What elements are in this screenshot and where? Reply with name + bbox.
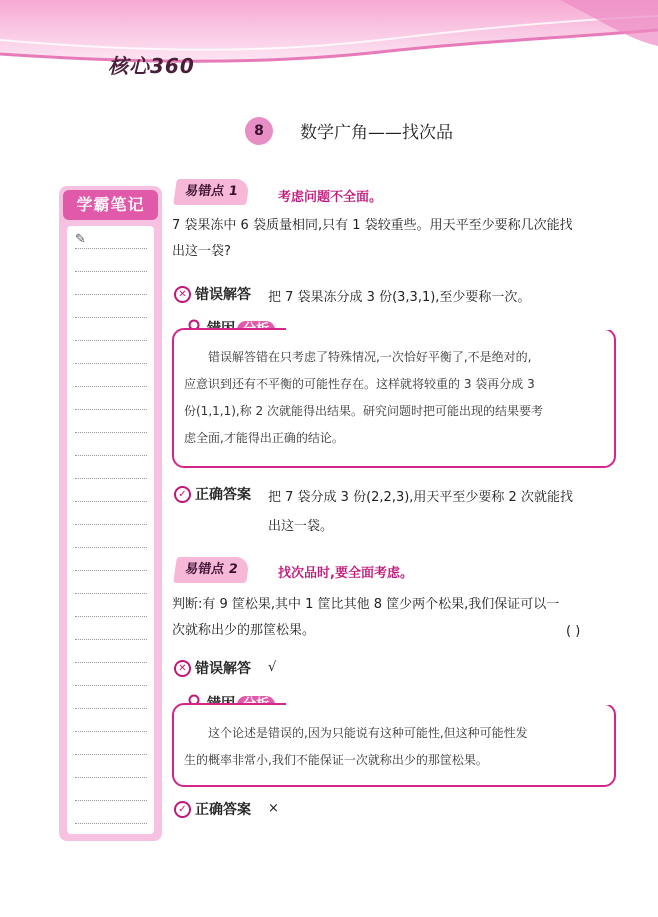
note-line	[75, 294, 147, 295]
analysis-1-line-4: 虑全面,才能得出正确的结论。	[184, 431, 344, 445]
problem-2-line-2: 次就称出少的那筐松果。	[172, 623, 316, 638]
note-line	[75, 248, 147, 249]
problem-1-line-1: 7 袋果冻中 6 袋质量相同,只有 1 袋较重些。用天平至少要称几次能找	[172, 218, 573, 233]
note-line	[75, 340, 147, 341]
note-line	[75, 639, 147, 640]
correct-answer-text-2: ×	[268, 801, 279, 816]
note-line	[75, 708, 147, 709]
analysis-2-line-1: 这个论述是错误的,因为只能说有这种可能性,但这种可能性发	[208, 726, 528, 740]
note-line	[75, 363, 147, 364]
note-line	[75, 409, 147, 410]
analysis-2-line-2: 生的概率非常小,我们不能保证一次就称出少的那筐松果。	[184, 753, 488, 767]
correct-answer-line-1: 把 7 袋分成 3 份(2,2,3),用天平至少要称 2 次就能找	[268, 490, 573, 505]
analysis-1-line-1: 错误解答错在只考虑了特殊情况,一次恰好平衡了,不是绝对的,	[208, 350, 532, 364]
check-mark-icon: ✓	[174, 801, 191, 818]
error-point-description-2: 找次品时,要全面考虑。	[278, 566, 413, 581]
page-header-band	[0, 0, 658, 92]
note-line	[75, 754, 147, 755]
analysis-text-1	[184, 344, 604, 452]
error-point-tag-1: 易错点 1	[173, 179, 249, 205]
note-line	[75, 616, 147, 617]
problem-2-line-1: 判断:有 9 筐松果,其中 1 筐比其他 8 筐少两个松果,我们保证可以一	[172, 597, 560, 612]
note-line	[75, 593, 147, 594]
note-line	[75, 524, 147, 525]
answer-blank: ( )	[566, 624, 581, 639]
note-line	[75, 777, 147, 778]
lesson-number-badge: 8	[245, 117, 273, 145]
pencil-icon: ✎	[75, 232, 86, 247]
wrong-answer-text-1: 把 7 袋果冻分成 3 份(3,3,1),至少要称一次。	[268, 290, 531, 305]
wrong-answer-text-2: √	[268, 660, 277, 675]
note-line	[75, 432, 147, 433]
check-mark-icon: ✓	[174, 486, 191, 503]
problem-2	[172, 592, 622, 644]
note-line	[75, 800, 147, 801]
problem-1-line-2: 出这一袋?	[172, 244, 231, 259]
note-line	[75, 501, 147, 502]
analysis-1-line-3: 份(1,1,1),称 2 次就能得出结果。研究问题时把可能出现的结果要考	[184, 404, 543, 418]
wrong-mark-icon: ✕	[174, 286, 191, 303]
header-wave-graphic	[0, 0, 658, 92]
notes-sidebar	[59, 186, 162, 841]
note-line	[75, 478, 147, 479]
correct-answer-label-2: 正确答案	[195, 802, 251, 818]
note-line	[75, 823, 147, 824]
note-line	[75, 317, 147, 318]
error-point-tag-2: 易错点 2	[173, 557, 249, 583]
notes-writing-area	[67, 226, 154, 834]
notes-title: 学霸笔记	[63, 190, 158, 220]
lesson-title: 数学广角——找次品	[300, 123, 453, 143]
note-line	[75, 685, 147, 686]
correct-answer-label-1: 正确答案	[195, 487, 251, 503]
note-line	[75, 570, 147, 571]
note-line	[75, 386, 147, 387]
problem-1	[172, 213, 622, 265]
brand-logo-text: 核心360	[108, 54, 195, 78]
note-line	[75, 271, 147, 272]
correct-answer-line-2: 出这一袋。	[268, 519, 334, 534]
wrong-mark-icon: ✕	[174, 660, 191, 677]
error-point-description-1: 考虑问题不全面。	[278, 190, 383, 205]
note-line	[75, 662, 147, 663]
wrong-answer-label-1: 错误解答	[195, 287, 251, 303]
analysis-1-line-2: 应意识到还有不平衡的可能性存在。这样就将较重的 3 袋再分成 3	[184, 377, 535, 391]
note-line	[75, 731, 147, 732]
note-line	[75, 547, 147, 548]
note-line	[75, 455, 147, 456]
wrong-answer-label-2: 错误解答	[195, 661, 251, 677]
analysis-text-2	[184, 720, 604, 774]
